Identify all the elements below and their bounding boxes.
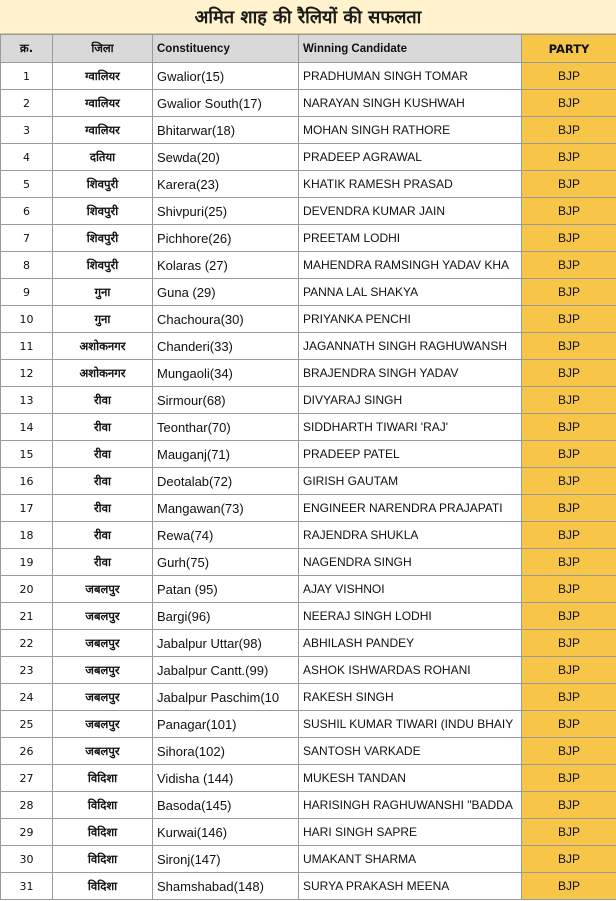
serial-cell: 27 (1, 765, 53, 792)
table-row (1, 117, 616, 144)
serial-cell: 12 (1, 360, 53, 387)
constituency-cell: Sewda(20) (153, 144, 299, 171)
district-cell: जबलपुर (53, 738, 153, 765)
constituency-cell: Sironj(147) (153, 846, 299, 873)
table-row (1, 387, 616, 414)
candidate-cell: ABHILASH PANDEY (299, 630, 522, 657)
serial-cell: 2 (1, 90, 53, 117)
district-cell: रीवा (53, 387, 153, 414)
constituency-cell: Mungaoli(34) (153, 360, 299, 387)
serial-cell: 23 (1, 657, 53, 684)
party-cell: BJP (522, 306, 616, 333)
table-row (1, 792, 616, 819)
constituency-cell: Chanderi(33) (153, 333, 299, 360)
party-cell: BJP (522, 846, 616, 873)
serial-cell: 18 (1, 522, 53, 549)
candidate-cell: RAJENDRA SHUKLA (299, 522, 522, 549)
party-cell: BJP (522, 117, 616, 144)
constituency-cell: Rewa(74) (153, 522, 299, 549)
candidate-cell: UMAKANT SHARMA (299, 846, 522, 873)
header-row (1, 35, 616, 63)
district-cell: दतिया (53, 144, 153, 171)
table-row (1, 630, 616, 657)
party-cell: BJP (522, 657, 616, 684)
candidate-cell: NAGENDRA SINGH (299, 549, 522, 576)
party-cell: BJP (522, 279, 616, 306)
table-row (1, 657, 616, 684)
party-cell: BJP (522, 387, 616, 414)
serial-cell: 3 (1, 117, 53, 144)
candidate-cell: NEERAJ SINGH LODHI (299, 603, 522, 630)
constituency-cell: Teonthar(70) (153, 414, 299, 441)
serial-cell: 31 (1, 873, 53, 900)
candidate-cell: SIDDHARTH TIWARI 'RAJ' (299, 414, 522, 441)
table-row (1, 279, 616, 306)
candidate-cell: BRAJENDRA SINGH YADAV (299, 360, 522, 387)
party-cell: BJP (522, 792, 616, 819)
candidate-cell: SURYA PRAKASH MEENA (299, 873, 522, 900)
table-row (1, 306, 616, 333)
header-party: PARTY (522, 35, 616, 63)
party-cell: BJP (522, 360, 616, 387)
party-cell: BJP (522, 819, 616, 846)
candidate-cell: AJAY VISHNOI (299, 576, 522, 603)
party-cell: BJP (522, 414, 616, 441)
candidate-cell: MOHAN SINGH RATHORE (299, 117, 522, 144)
candidate-cell: ASHOK ISHWARDAS ROHANI (299, 657, 522, 684)
candidate-cell: SANTOSH VARKADE (299, 738, 522, 765)
table-row (1, 738, 616, 765)
table-row (1, 414, 616, 441)
candidate-cell: PRADEEP AGRAWAL (299, 144, 522, 171)
serial-cell: 7 (1, 225, 53, 252)
serial-cell: 5 (1, 171, 53, 198)
serial-cell: 6 (1, 198, 53, 225)
serial-cell: 24 (1, 684, 53, 711)
party-cell: BJP (522, 333, 616, 360)
table-row (1, 252, 616, 279)
results-table (0, 34, 616, 900)
candidate-cell: HARI SINGH SAPRE (299, 819, 522, 846)
table-row (1, 90, 616, 117)
party-cell: BJP (522, 549, 616, 576)
party-cell: BJP (522, 252, 616, 279)
constituency-cell: Bhitarwar(18) (153, 117, 299, 144)
district-cell: शिवपुरी (53, 225, 153, 252)
serial-cell: 16 (1, 468, 53, 495)
party-cell: BJP (522, 576, 616, 603)
district-cell: विदिशा (53, 792, 153, 819)
header-serial: क्र. (1, 35, 53, 63)
district-cell: रीवा (53, 441, 153, 468)
party-cell: BJP (522, 603, 616, 630)
constituency-cell: Chachoura(30) (153, 306, 299, 333)
party-cell: BJP (522, 198, 616, 225)
district-cell: जबलपुर (53, 711, 153, 738)
constituency-cell: Sihora(102) (153, 738, 299, 765)
serial-cell: 9 (1, 279, 53, 306)
candidate-cell: KHATIK RAMESH PRASAD (299, 171, 522, 198)
table-row (1, 576, 616, 603)
serial-cell: 11 (1, 333, 53, 360)
district-cell: शिवपुरी (53, 171, 153, 198)
district-cell: रीवा (53, 414, 153, 441)
serial-cell: 20 (1, 576, 53, 603)
candidate-cell: SUSHIL KUMAR TIWARI (INDU BHAIY (299, 711, 522, 738)
constituency-cell: Basoda(145) (153, 792, 299, 819)
serial-cell: 17 (1, 495, 53, 522)
table-row (1, 819, 616, 846)
table-row (1, 711, 616, 738)
district-cell: जबलपुर (53, 684, 153, 711)
candidate-cell: ENGINEER NARENDRA PRAJAPATI (299, 495, 522, 522)
candidate-cell: JAGANNATH SINGH RAGHUWANSH (299, 333, 522, 360)
party-cell: BJP (522, 873, 616, 900)
table-row (1, 360, 616, 387)
serial-cell: 10 (1, 306, 53, 333)
party-cell: BJP (522, 630, 616, 657)
party-cell: BJP (522, 225, 616, 252)
party-cell: BJP (522, 711, 616, 738)
district-cell: गुना (53, 279, 153, 306)
serial-cell: 21 (1, 603, 53, 630)
constituency-cell: Bargi(96) (153, 603, 299, 630)
table-row (1, 765, 616, 792)
constituency-cell: Patan (95) (153, 576, 299, 603)
district-cell: विदिशा (53, 765, 153, 792)
candidate-cell: MUKESH TANDAN (299, 765, 522, 792)
party-cell: BJP (522, 765, 616, 792)
constituency-cell: Mauganj(71) (153, 441, 299, 468)
district-cell: जबलपुर (53, 576, 153, 603)
party-cell: BJP (522, 171, 616, 198)
candidate-cell: PRADEEP PATEL (299, 441, 522, 468)
serial-cell: 8 (1, 252, 53, 279)
district-cell: रीवा (53, 522, 153, 549)
district-cell: अशोकनगर (53, 360, 153, 387)
constituency-cell: Shamshabad(148) (153, 873, 299, 900)
serial-cell: 25 (1, 711, 53, 738)
serial-cell: 14 (1, 414, 53, 441)
table-row (1, 495, 616, 522)
constituency-cell: Vidisha (144) (153, 765, 299, 792)
constituency-cell: Kurwai(146) (153, 819, 299, 846)
district-cell: रीवा (53, 495, 153, 522)
candidate-cell: HARISINGH RAGHUWANSHI "BADDA (299, 792, 522, 819)
serial-cell: 15 (1, 441, 53, 468)
party-cell: BJP (522, 441, 616, 468)
table-row (1, 468, 616, 495)
table-row (1, 333, 616, 360)
party-cell: BJP (522, 63, 616, 90)
candidate-cell: GIRISH GAUTAM (299, 468, 522, 495)
table-row (1, 522, 616, 549)
district-cell: ग्वालियर (53, 117, 153, 144)
table-row (1, 225, 616, 252)
table-row (1, 441, 616, 468)
constituency-cell: Jabalpur Cantt.(99) (153, 657, 299, 684)
table-row (1, 603, 616, 630)
serial-cell: 29 (1, 819, 53, 846)
serial-cell: 30 (1, 846, 53, 873)
header-constituency: Constituency (153, 35, 299, 63)
district-cell: विदिशा (53, 846, 153, 873)
district-cell: ग्वालियर (53, 90, 153, 117)
party-cell: BJP (522, 90, 616, 117)
serial-cell: 26 (1, 738, 53, 765)
table-row (1, 873, 616, 900)
party-cell: BJP (522, 684, 616, 711)
district-cell: शिवपुरी (53, 252, 153, 279)
table-row (1, 171, 616, 198)
page-title: अमित शाह की रैलियों की सफलता (0, 0, 616, 34)
constituency-cell: Shivpuri(25) (153, 198, 299, 225)
candidate-cell: PRADHUMAN SINGH TOMAR (299, 63, 522, 90)
serial-cell: 4 (1, 144, 53, 171)
serial-cell: 22 (1, 630, 53, 657)
header-winning-candidate: Winning Candidate (299, 35, 522, 63)
serial-cell: 28 (1, 792, 53, 819)
district-cell: रीवा (53, 468, 153, 495)
district-cell: शिवपुरी (53, 198, 153, 225)
district-cell: विदिशा (53, 873, 153, 900)
constituency-cell: Panagar(101) (153, 711, 299, 738)
constituency-cell: Gwalior(15) (153, 63, 299, 90)
candidate-cell: PREETAM LODHI (299, 225, 522, 252)
district-cell: जबलपुर (53, 630, 153, 657)
candidate-cell: PANNA LAL SHAKYA (299, 279, 522, 306)
district-cell: रीवा (53, 549, 153, 576)
candidate-cell: NARAYAN SINGH KUSHWAH (299, 90, 522, 117)
constituency-cell: Gwalior South(17) (153, 90, 299, 117)
constituency-cell: Guna (29) (153, 279, 299, 306)
table-row (1, 549, 616, 576)
candidate-cell: PRIYANKA PENCHI (299, 306, 522, 333)
constituency-cell: Karera(23) (153, 171, 299, 198)
table-body (1, 63, 616, 900)
serial-cell: 1 (1, 63, 53, 90)
table-row (1, 63, 616, 90)
constituency-cell: Deotalab(72) (153, 468, 299, 495)
party-cell: BJP (522, 522, 616, 549)
constituency-cell: Pichhore(26) (153, 225, 299, 252)
district-cell: जबलपुर (53, 657, 153, 684)
header-district: जिला (53, 35, 153, 63)
candidate-cell: DEVENDRA KUMAR JAIN (299, 198, 522, 225)
district-cell: अशोकनगर (53, 333, 153, 360)
constituency-cell: Mangawan(73) (153, 495, 299, 522)
district-cell: विदिशा (53, 819, 153, 846)
table-row (1, 198, 616, 225)
candidate-cell: RAKESH SINGH (299, 684, 522, 711)
party-cell: BJP (522, 144, 616, 171)
party-cell: BJP (522, 738, 616, 765)
party-cell: BJP (522, 468, 616, 495)
serial-cell: 13 (1, 387, 53, 414)
constituency-cell: Jabalpur Paschim(10 (153, 684, 299, 711)
district-cell: ग्वालियर (53, 63, 153, 90)
party-cell: BJP (522, 495, 616, 522)
table-row (1, 846, 616, 873)
constituency-cell: Gurh(75) (153, 549, 299, 576)
table-row (1, 684, 616, 711)
candidate-cell: DIVYARAJ SINGH (299, 387, 522, 414)
constituency-cell: Sirmour(68) (153, 387, 299, 414)
constituency-cell: Jabalpur Uttar(98) (153, 630, 299, 657)
candidate-cell: MAHENDRA RAMSINGH YADAV KHA (299, 252, 522, 279)
serial-cell: 19 (1, 549, 53, 576)
table-row (1, 144, 616, 171)
constituency-cell: Kolaras (27) (153, 252, 299, 279)
district-cell: गुना (53, 306, 153, 333)
district-cell: जबलपुर (53, 603, 153, 630)
